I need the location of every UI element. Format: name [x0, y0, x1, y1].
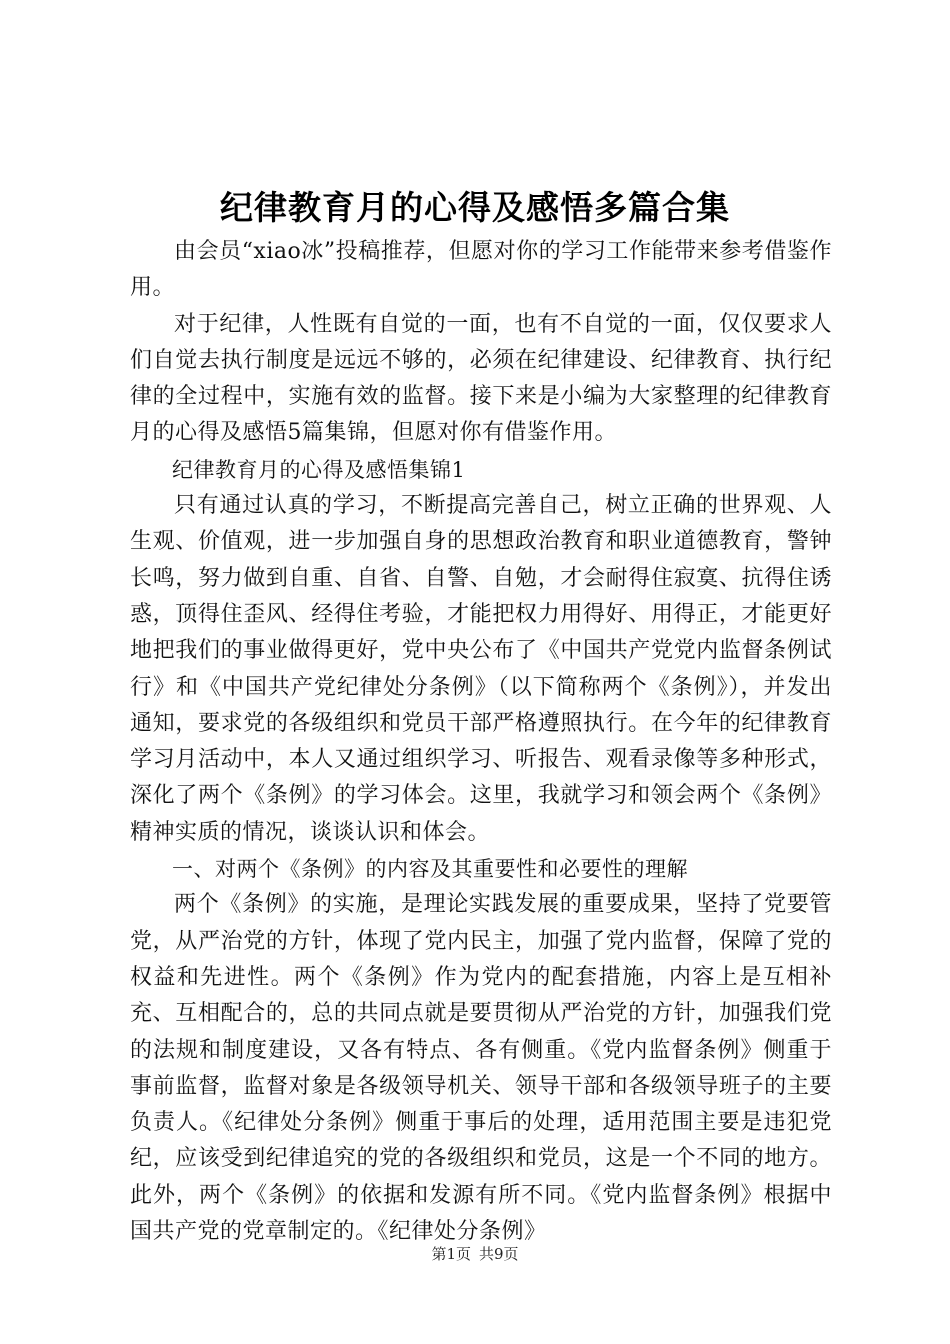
paragraph-body-1: 只有通过认真的学习，不断提高完善自己，树立正确的世界观、人生观、价值观，进一步加强自身的思想政治教育和职业道德教育，警钟长鸣，努力做到自重、自省、自警、自勉，才会耐得住寂寞、抗得住诱惑，顶得住歪风、经得住考验，才能把权力用得好、用得正，才能更好地把我们的事业做得更好，党中央公布了《中国共产党党内监督条例试行》和《中国共产党纪律处分条例》（以下简称两个《条例》），并发出通知，要求党的各级组织和党员干部严格遵照执行。在今年的纪律教育学习月活动中，本人又通过组织学习、听报告、观看录像等多种形式，深化了两个《条例》的学习体会。这里，我就学习和领会两个《条例》精神实质的情况，谈谈认识和体会。 — [130, 493, 832, 845]
paragraph-preface: 对于纪律，人性既有自觉的一面，也有不自觉的一面，仅仅要求人们自觉去执行制度是远远不够的，必须在纪律建设、纪律教育、执行纪律的全过程中，实施有效的监督。接下来是小编为大家整理的纪律教育月的心得及感悟5篇集锦，但愿对你有借鉴作用。 — [130, 311, 832, 446]
document-body — [130, 234, 832, 1250]
section-heading-1: 纪律教育月的心得及感悟集锦1 — [172, 457, 466, 482]
paragraph-intro: 由会员“xiao冰”投稿推荐，但愿对你的学习工作能带来参考借鉴作用。 — [130, 239, 832, 301]
page-footer — [0, 1243, 950, 1265]
page-number: 第1页 — [431, 1245, 471, 1263]
subsection-heading-1: 一、对两个《条例》的内容及其重要性和必要性的理解 — [172, 857, 688, 882]
page-count: 共9页 — [479, 1245, 519, 1263]
document-title: 纪律教育月的心得及感悟多篇合集 — [220, 188, 730, 227]
paragraph-body-2: 两个《条例》的实施，是理论实践发展的重要成果，坚持了党要管党，从严治党的方针，体现了党内民主，加强了党内监督，保障了党的权益和先进性。两个《条例》作为党内的配套措施，内容上是互相补充、互相配合的，总的共同点就是要贯彻从严治党的方针，加强我们党的法规和制度建设，又各有特点、各有侧重。《党内监督条例》侧重于事前监督，监督对象是各级领导机关、领导干部和各级领导班子的主要负责人。《纪律处分条例》侧重于事后的处理，适用范围主要是违犯党纪，应该受到纪律追究的党的各级组织和党员，这是一个不同的地方。此外，两个《条例》的依据和发源有所不同。《党内监督条例》根据中国共产党的党章制定的。《纪律处分条例》 — [130, 892, 832, 1245]
